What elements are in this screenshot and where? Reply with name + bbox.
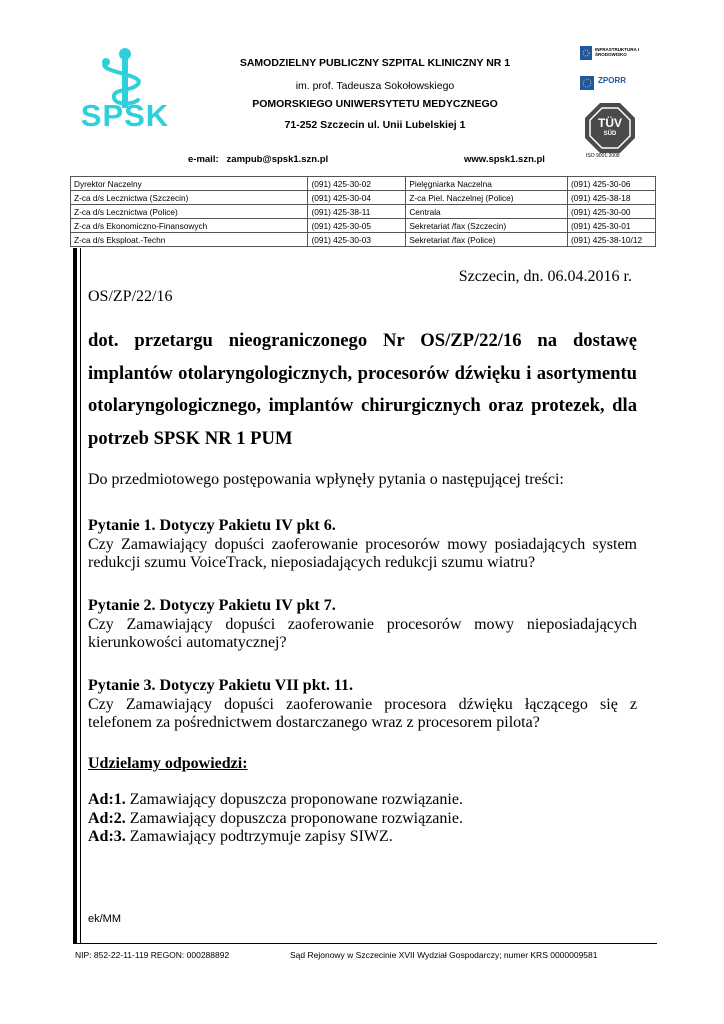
answer-label: Ad:3. (88, 828, 126, 845)
directory-role: Z-ca Piel. Naczelnej (Police) (406, 191, 568, 205)
question-1 (88, 517, 637, 573)
directory-phone: (091) 425-30-05 (308, 219, 406, 233)
directory-phone: (091) 425-30-04 (308, 191, 406, 205)
zporr-text: ZPORR (598, 76, 626, 85)
question-text: Czy Zamawiający dopuści zaoferowanie procesorów mowy posiadających system redukcji szumu VoiceTrack, nieposiadających redukcji szumu wiatru? (88, 535, 637, 571)
email-label: e-mail: (188, 154, 219, 165)
directory-body (71, 177, 656, 247)
directory-phone: (091) 425-38-10/12 (568, 233, 656, 247)
question-title: Pytanie 1. Dotyczy Pakietu IV pkt 6. (88, 517, 336, 534)
contact-directory-table (70, 176, 656, 247)
patron-name: im. prof. Tadeusza Sokołowskiego (295, 80, 455, 92)
directory-role: Sekretariat /fax (Szczecin) (406, 219, 568, 233)
question-text: Czy Zamawiający dopuści zaoferowanie procesorów mowy nieposiadających kierunkowości automatycznej? (88, 615, 637, 651)
directory-phone: (091) 425-30-03 (308, 233, 406, 247)
zporr-badge (580, 74, 640, 96)
directory-role: Z-ca d/s Ekonomiczno-Finansowych (71, 219, 308, 233)
answer-label: Ad:2. (88, 809, 126, 827)
directory-role: Dyrektor Naczelny (71, 177, 308, 191)
directory-phone: (091) 425-30-00 (568, 205, 656, 219)
directory-role: Pielęgniarka Naczelna (406, 177, 568, 191)
tuv-text: TÜV (598, 116, 622, 130)
directory-phone: (091) 425-38-11 (308, 205, 406, 219)
website-link[interactable]: www.spsk1.szn.pl (464, 154, 545, 165)
directory-role: Z-ca d/s Eksploat.-Techn (71, 233, 308, 247)
footer-court-registry: Sąd Rejonowy w Szczecinie XVII Wydział Gospodarczy; numer KRS 0000009581 (290, 950, 598, 960)
intro-text: Do przedmiotowego postępowania wpłynęły pytania o następującej treści: (88, 471, 564, 488)
table-row (71, 191, 656, 205)
footer-rule (73, 943, 657, 944)
margin-line (80, 248, 81, 943)
iso-label: ISO 9001:2008 (586, 153, 620, 159)
answer-text: Zamawiający podtrzymuje zapisy SIWZ. (129, 828, 393, 845)
question-title: Pytanie 3. Dotyczy Pakietu VII pkt. 11. (88, 677, 354, 694)
table-row (71, 205, 656, 219)
answers-heading: Udzielamy odpowiedzi: (88, 755, 248, 772)
answer-text: Zamawiający dopuszcza proponowane rozwiązanie. (129, 791, 463, 808)
answer-item (88, 791, 637, 810)
directory-role: Z-ca d/s Lecznictwa (Police) (71, 205, 308, 219)
answers-list (88, 791, 637, 847)
directory-role: Z-ca d/s Lecznictwa (Szczecin) (71, 191, 308, 205)
table-row (71, 177, 656, 191)
university-name: POMORSKIEGO UNIWERSYTETU MEDYCZNEGO (252, 98, 498, 110)
eu-infrastructure-badge (580, 46, 640, 66)
table-row (71, 219, 656, 233)
question-title: Pytanie 2. Dotyczy Pakietu IV pkt 7. (88, 597, 336, 614)
email-row (188, 154, 328, 165)
directory-phone: (091) 425-38-18 (568, 191, 656, 205)
question-2 (88, 597, 637, 653)
question-3 (88, 677, 637, 733)
directory-phone: (091) 425-30-01 (568, 219, 656, 233)
answer-item (88, 828, 637, 847)
author-initials: ek/MM (88, 913, 121, 925)
directory-role: Centrala (406, 205, 568, 219)
eu-badge-text: INFRASTRUKTURA I ŚRODOWISKO (595, 47, 640, 57)
directory-role: Sekretariat /fax (Police) (406, 233, 568, 247)
institution-address: 71-252 Szczecin ul. Unii Lubelskiej 1 (284, 119, 466, 131)
footer-tax-ids: NIP: 852-22-11-119 REGON: 000288892 (75, 950, 230, 960)
reference-number: OS/ZP/22/16 (88, 288, 173, 305)
table-row (71, 233, 656, 247)
answer-label: Ad:1. (88, 791, 126, 808)
tuv-sub-text: SÜD (603, 131, 617, 137)
letter-subject: dot. przetargu nieograniczonego Nr OS/ZP/22/16 na dostawę implantów otolaryngologicznych, procesorów dźwięku i asortymentu otolaryngologicznego, implantów chirurgicznych oraz protezek, dla potrzeb SPSK NR 1 PUM (88, 330, 637, 449)
email-link[interactable]: zampub@spsk1.szn.pl (226, 154, 329, 165)
place-and-date: Szczecin, dn. 06.04.2016 r. (458, 268, 632, 285)
question-text: Czy Zamawiający dopuści zaoferowanie procesora dźwięku łączącego się z telefonem za pośrednictwem dostarczanego wraz z procesorem pilota? (88, 695, 637, 731)
eu-flag-icon (580, 74, 596, 92)
logo-text: SPSK (80, 98, 170, 133)
directory-phone: (091) 425-30-06 (568, 177, 656, 191)
institution-name: SAMODZIELNY PUBLICZNY SZPITAL KLINICZNY NR 1 (239, 57, 511, 69)
answer-text: Zamawiający dopuszcza proponowane rozwiązanie. (129, 809, 463, 827)
margin-bar (73, 248, 77, 943)
directory-phone: (091) 425-30-02 (308, 177, 406, 191)
answer-item (88, 810, 637, 829)
tuv-certificate-badge (584, 102, 636, 154)
